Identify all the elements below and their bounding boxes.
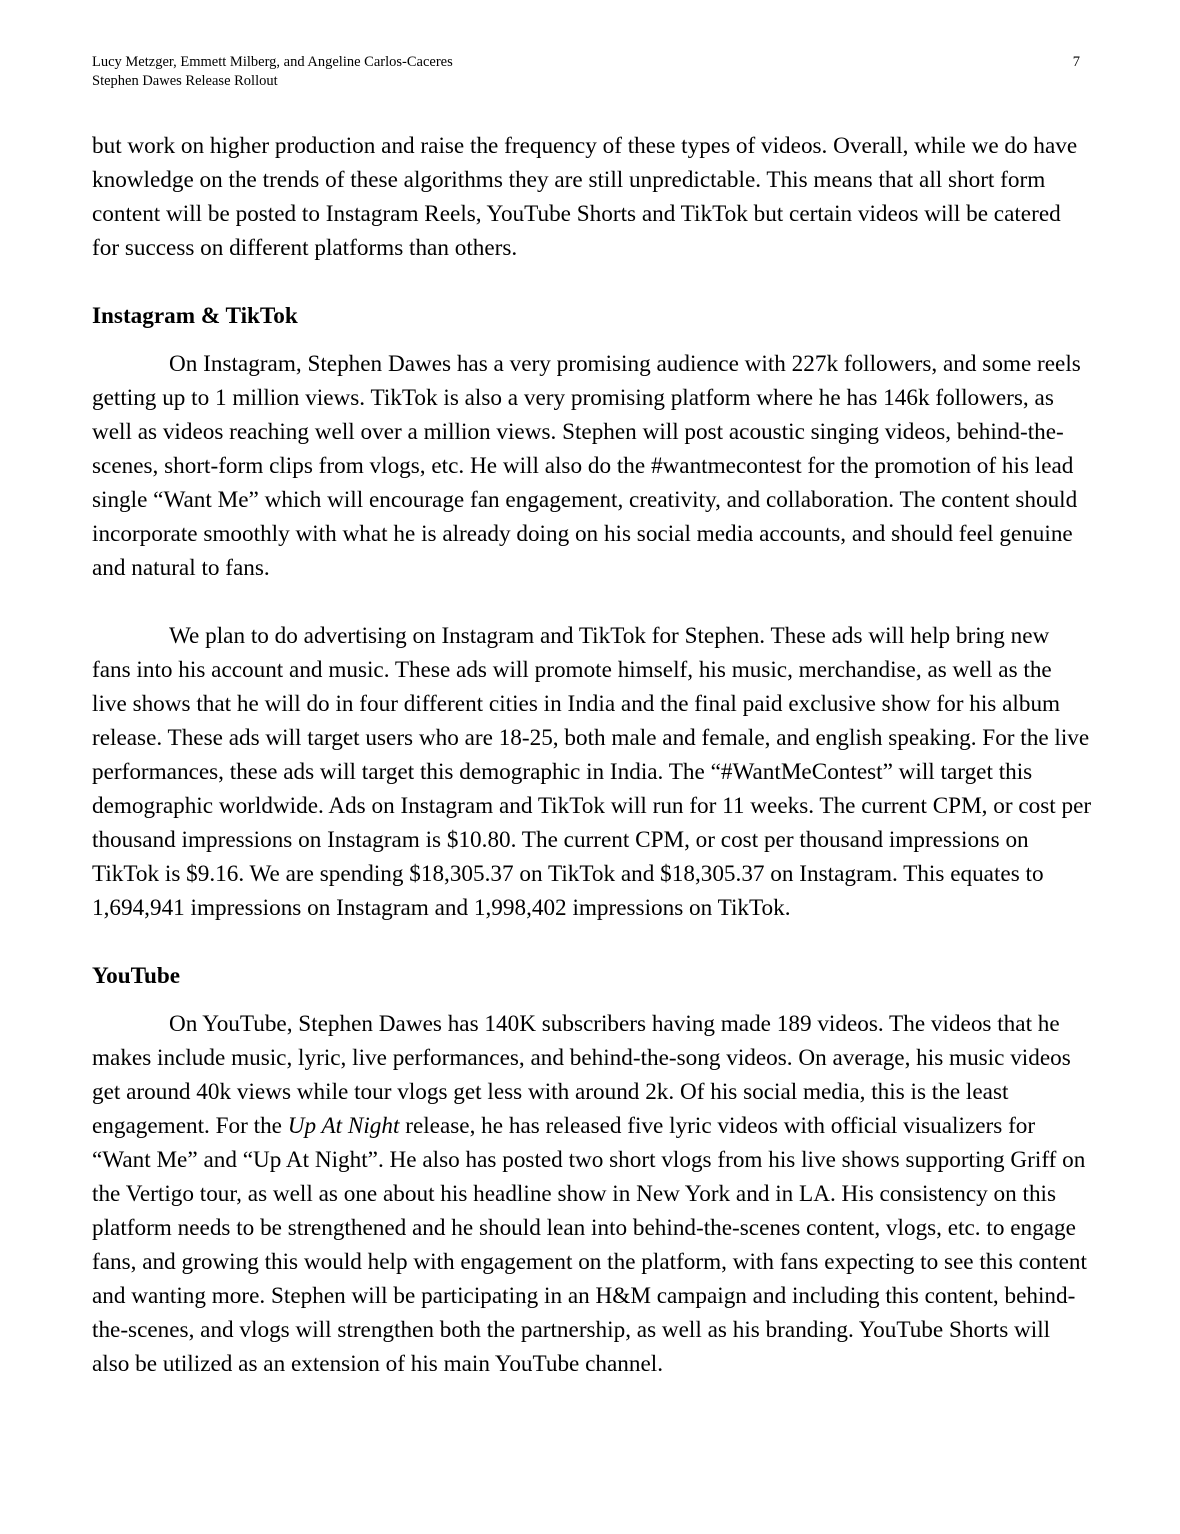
section-heading-youtube: YouTube xyxy=(92,963,181,989)
page-number: 7 xyxy=(1072,54,1080,70)
document-body xyxy=(92,129,1092,1381)
section-spacer xyxy=(92,925,1092,959)
heading-spacer xyxy=(92,333,1092,347)
youtube-text-part-2: release, he has released five lyric videos with official visualizers for “Want Me” and “Up At Night”. He also has posted two short vlogs from his live shows supporting Griff on the Vertigo tour, as well as one about his headline show in New York and in LA. His consistency on this platform needs to be strengthened and he should lean into behind-the-scenes content, vlogs, etc. to engage fans, and growing this would help with engagement on the platform, with fans expecting to see this content and wanting more. Stephen will be participating in an H&M campaign and including this content, behind-the-scenes, and vlogs will strengthen both the partnership, as well as his branding. YouTube Shorts will also be utilized as an extension of his main YouTube channel. xyxy=(92,1113,1087,1377)
section-spacer xyxy=(92,265,1092,299)
intro-paragraph: but work on higher production and raise the frequency of these types of videos. Overall, while we do have knowledge on the trends of these algorithms they are still unpredictable. This means that all short form content will be posted to Instagram Reels, YouTube Shorts and TikTok but certain videos will be catered for success on different platforms than others. xyxy=(92,133,1078,261)
heading-spacer xyxy=(92,993,1092,1007)
instagram-tiktok-paragraph-1: On Instagram, Stephen Dawes has a very promising audience with 227k followers, and some reels getting up to 1 million views. TikTok is also a very promising platform where he has 146k followers, as well as videos reaching well over a million views. Stephen will post acoustic singing videos, behind-the-scenes, short-form clips from vlogs, etc. He will also do the #wantmecontest for the promotion of his lead single “Want Me” which will encourage fan engagement, creativity, and collaboration. The content should incorporate smoothly with what he is already doing on his social media accounts, and should feel genuine and natural to fans. xyxy=(92,351,1081,581)
section-heading-instagram-tiktok: Instagram & TikTok xyxy=(92,303,298,329)
album-title-italic: Up At Night xyxy=(287,1113,400,1139)
header-document-title: Stephen Dawes Release Rollout xyxy=(92,73,278,89)
paragraph-spacer xyxy=(92,585,1092,619)
page-header xyxy=(92,53,1088,91)
header-authors: Lucy Metzger, Emmett Milberg, and Angeline Carlos-Caceres xyxy=(92,54,453,70)
youtube-paragraph xyxy=(92,1007,1092,1381)
youtube-text-part-1: On YouTube, Stephen Dawes has 140K subscribers having made 189 videos. The videos that he makes include music, lyric, live performances, and behind-the-song videos. On average, his music videos get around 40k views while tour vlogs get less with around 2k. Of his social media, this is the least engagement. For the xyxy=(92,1011,1071,1139)
instagram-tiktok-paragraph-2: We plan to do advertising on Instagram and TikTok for Stephen. These ads will help bring new fans into his account and music. These ads will promote himself, his music, merchandise, as well as the live shows that he will do in four different cities in India and the final paid exclusive show for his album release. These ads will target users who are 18-25, both male and female, and english speaking. For the live performances, these ads will target this demographic in India. The “#WantMeContest” will target this demographic worldwide. Ads on Instagram and TikTok will run for 11 weeks. The current CPM, or cost per thousand impressions on Instagram is $10.80. The current CPM, or cost per thousand impressions on TikTok is $9.16. We are spending $18,305.37 on TikTok and $18,305.37 on Instagram. This equates to 1,694,941 impressions on Instagram and 1,998,402 impressions on TikTok. xyxy=(92,623,1092,921)
